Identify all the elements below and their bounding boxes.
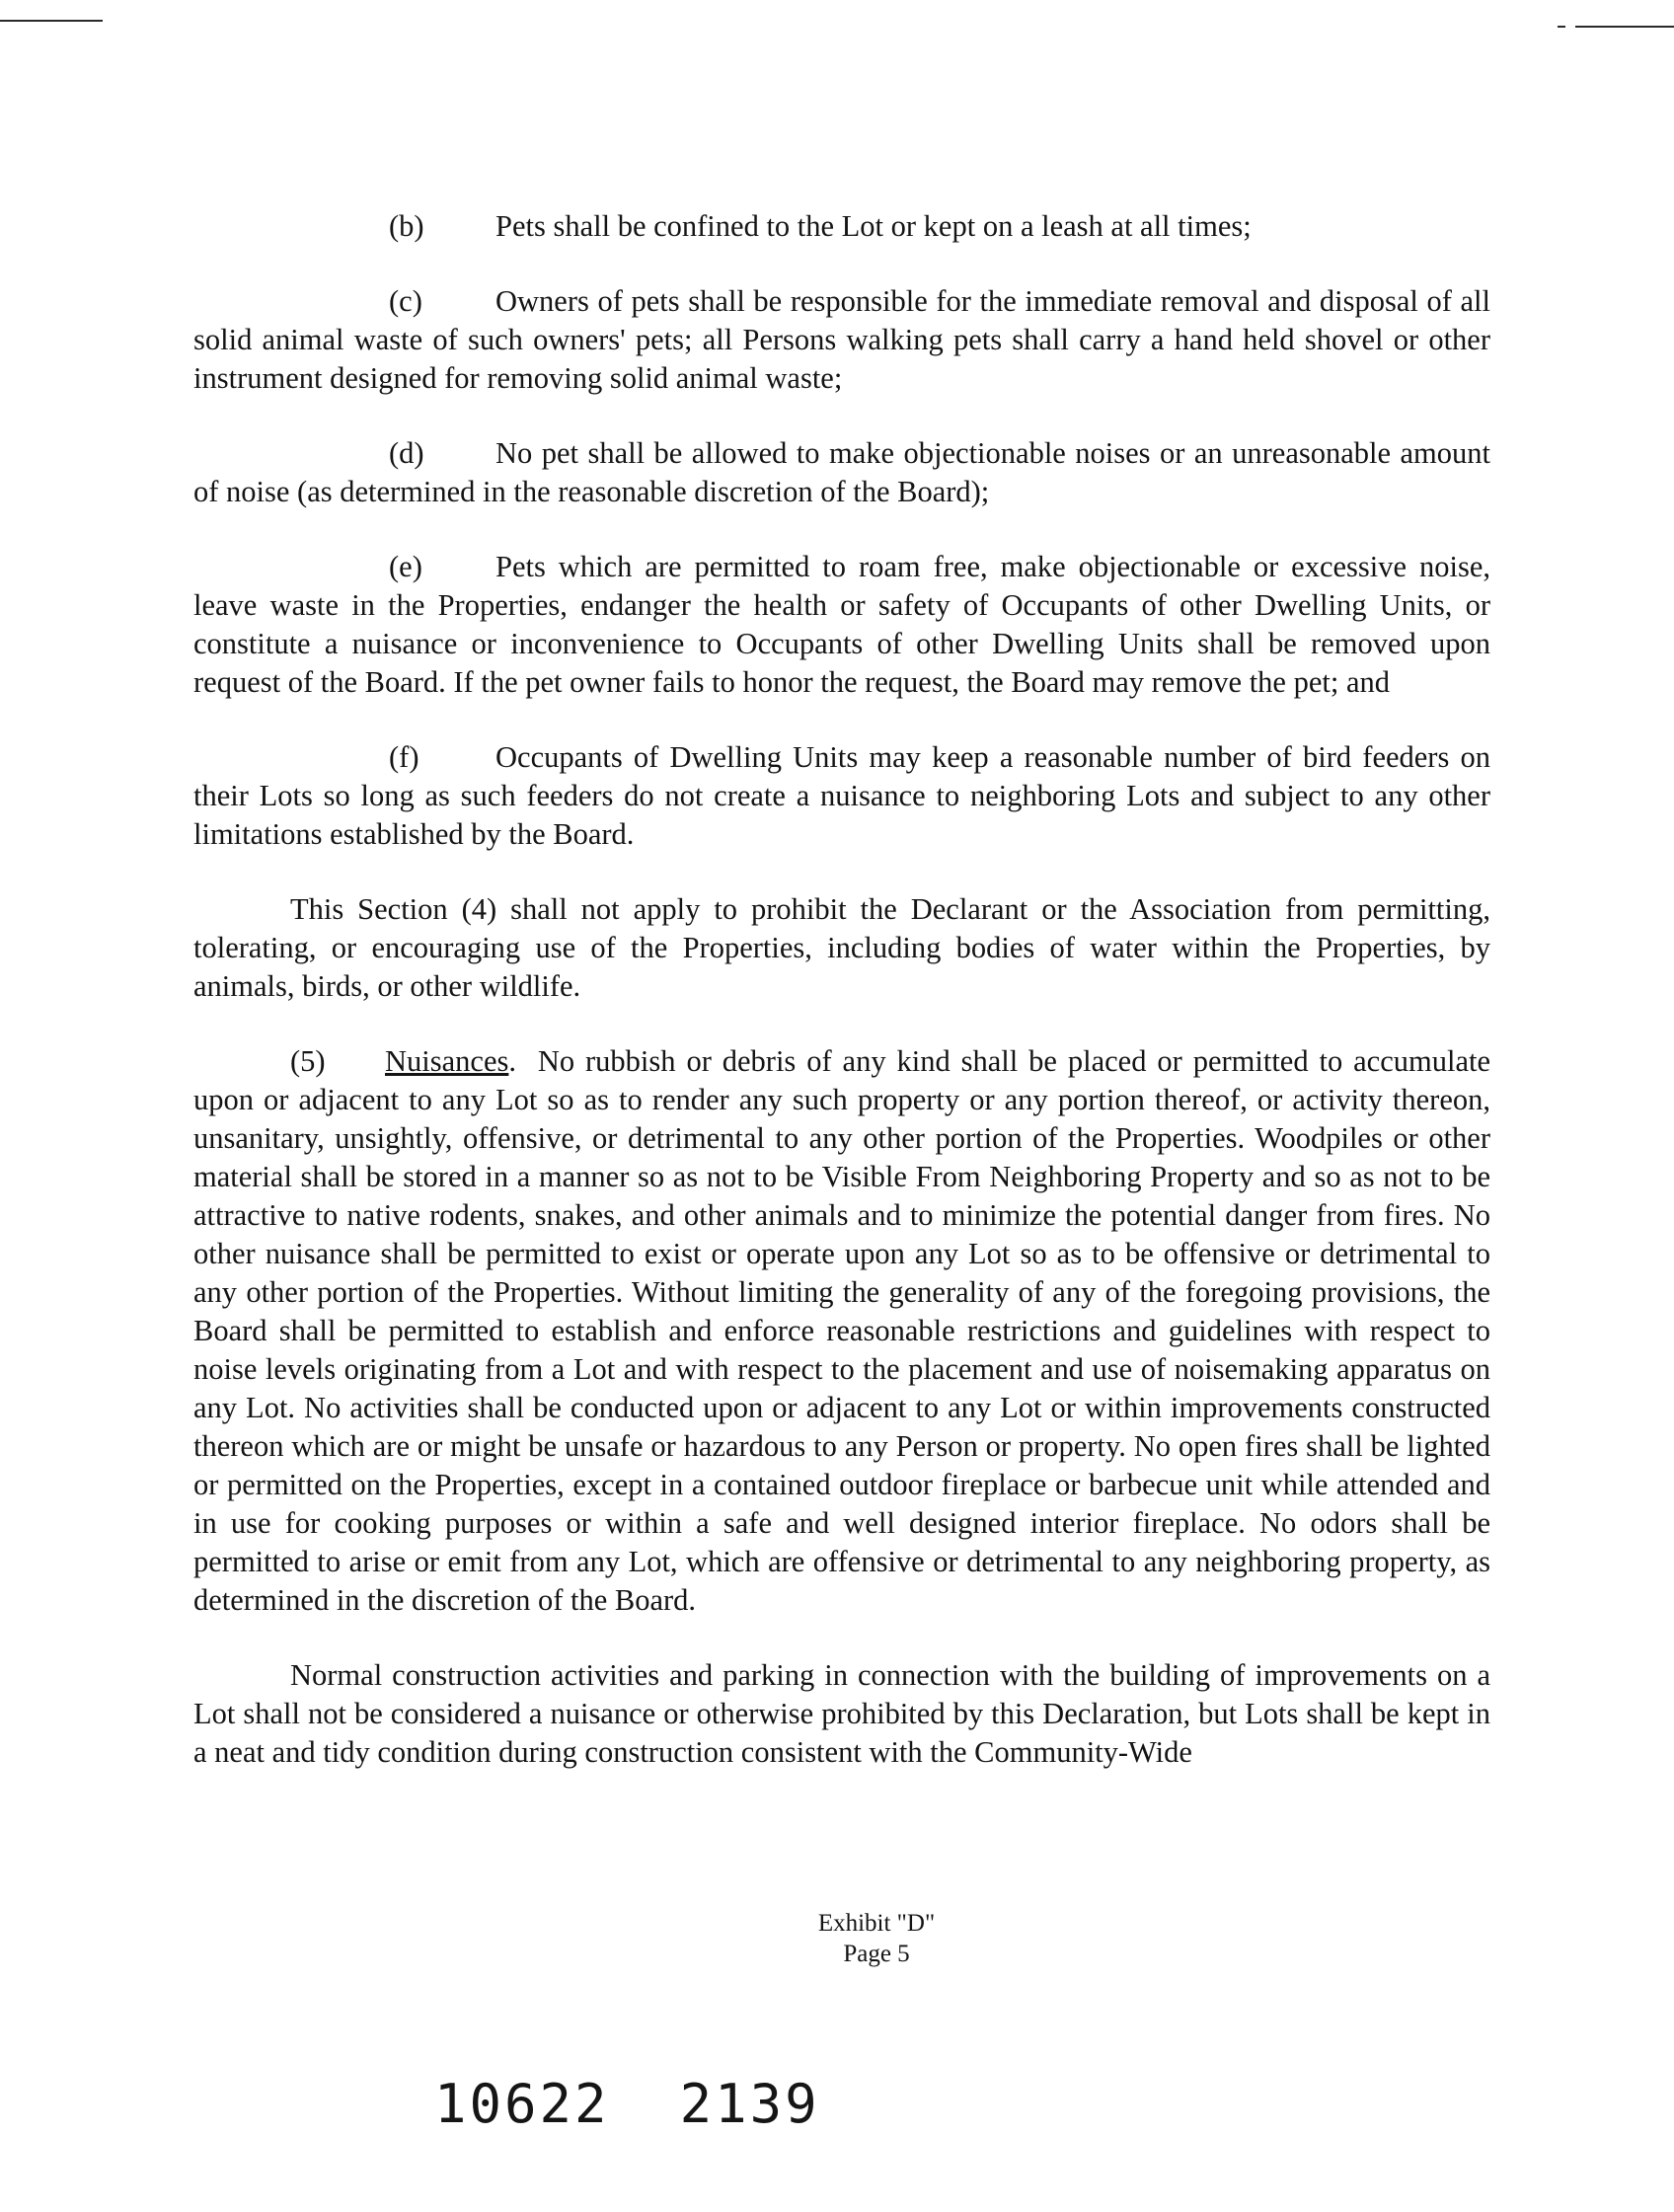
paragraph-text: Pets which are permitted to roam free, make objectionable or excessive noise, leave waste in the Properties, endanger the health or safety of Occupants of other Dwelling Units, or constitute a nuisance or inconvenience to Occupants of other Dwelling Units shall be removed upon request of the Board. If the pet owner fails to honor the request, the Board may remove the pet; and	[193, 550, 1490, 699]
paragraph-marker: (e)	[389, 550, 422, 583]
footer-page-number: Page 5	[843, 1941, 910, 1967]
footer-exhibit-label: Exhibit "D"	[817, 1910, 936, 1937]
paragraph-marker: (c)	[389, 284, 422, 318]
paragraph-marker: (f)	[389, 740, 419, 774]
paragraph-construction	[193, 1656, 1490, 1772]
paragraph-section-4-note	[193, 890, 1490, 1006]
paragraph-e	[193, 548, 1490, 702]
paragraph-text: No pet shall be allowed to make objectionable noises or an unreasonable amount of noise (as determined in the reasonable discretion of the Board);	[193, 436, 1490, 508]
document-body	[193, 207, 1490, 1772]
scan-edge-mark	[1558, 26, 1565, 28]
paragraph-marker: (d)	[389, 436, 424, 470]
paragraph-text: Owners of pets shall be responsible for the immediate removal and disposal of all solid animal waste of such owners' pets; all Persons walking pets shall carry a hand held shovel or other instrument designed for removing solid animal waste;	[193, 284, 1490, 395]
paragraph-text: This Section (4) shall not apply to prohibit the Declarant or the Association from permitting, tolerating, or encouraging use of the Properties, including bodies of water within the Properties, by animals, birds, or other wildlife.	[193, 892, 1490, 1003]
paragraph-text: No rubbish or debris of any kind shall be placed or permitted to accumulate upon or adjacent to any Lot so as to render any such property or any portion thereof, or activity thereon, unsanitary, unsightly, offensive, or detrimental to any other portion of the Properties. Woodpiles or other material shall be stored in a manner so as not to be Visible From Neighboring Property and so as not to be attractive to native rodents, snakes, and other animals and to minimize the potential danger from fires. No other nuisance shall be permitted to exist or operate upon any Lot so as to be offensive or detrimental to any other portion of the Properties. Without limiting the generality of any of the foregoing provisions, the Board shall be permitted to establish and enforce reasonable restrictions and guidelines with respect to noise levels originating from a Lot and with respect to the placement and use of noisemaking apparatus on any Lot. No activities shall be conducted upon or adjacent to any Lot or within improvements constructed thereon which are or might be unsafe or hazardous to any Person or property. No open fires shall be lighted or permitted on the Properties, except in a contained outdoor fireplace or barbecue unit while attended and in use for cooking purposes or within a safe and well designed interior fireplace. No odors shall be permitted to arise or emit from any Lot, which are offensive or detrimental to any neighboring property, as determined in the discretion of the Board.	[193, 1044, 1491, 1617]
section-number: (5)	[290, 1044, 326, 1078]
scan-edge-mark	[1575, 26, 1674, 28]
scan-edge-mark	[0, 20, 103, 22]
paragraph-c	[193, 282, 1490, 398]
paragraph-text: Normal construction activities and parking in connection with the building of improvements on a Lot shall not be considered a nuisance or otherwise prohibited by this Declaration, but Lots shall be kept in a neat and tidy condition during construction consistent with the Community-Wide	[193, 1658, 1490, 1769]
paragraph-marker: (b)	[389, 209, 424, 243]
paragraph-d	[193, 434, 1490, 511]
bates-number: 10622 2139	[434, 2073, 820, 2135]
paragraph-f	[193, 738, 1490, 854]
paragraph-text: Pets shall be confined to the Lot or kept on a leash at all times;	[495, 209, 1252, 243]
paragraph-b	[193, 207, 1490, 246]
paragraph-text: Occupants of Dwelling Units may keep a reasonable number of bird feeders on their Lots so long as such feeders do not create a nuisance to neighboring Lots and subject to any other limitations established by the Board.	[193, 740, 1490, 851]
section-heading: Nuisances	[385, 1044, 509, 1078]
paragraph-nuisances: (5) Nuisances. No rubbish or debris of any kind shall be placed or permitted to accumulate upon or adjacent to any Lot so as to render any such property or any portion thereof, or activity thereon, unsanitary, unsightly, offensive, or detrimental to any other portion of the Properties. Woodpiles or other material shall be stored in a manner so as not to be Visible From Neighboring Property and so as not to be attractive to native rodents, snakes, and other animals and to minimize the potential danger from fires. No other nuisance shall be permitted to exist or operate upon any Lot so as to be offensive or detrimental to any other portion of the Properties. Without limiting the generality of any of the foregoing provisions, the Board shall be permitted to establish and enforce reasonable restrictions and guidelines with respect to noise levels originating from a Lot and with respect to the placement and use of noisemaking apparatus on any Lot. No activities shall be conducted upon or adjacent to any Lot or within improvements constructed thereon which are or might be unsafe or hazardous to any Person or property. No open fires shall be lighted or permitted on the Properties, except in a contained outdoor fireplace or barbecue unit while attended and in use for cooking purposes or within a safe and well designed interior fireplace. No odors shall be permitted to arise or emit from any Lot, which are offensive or detrimental to any neighboring property, as determined in the discretion of the Board.	[193, 1044, 1491, 1617]
